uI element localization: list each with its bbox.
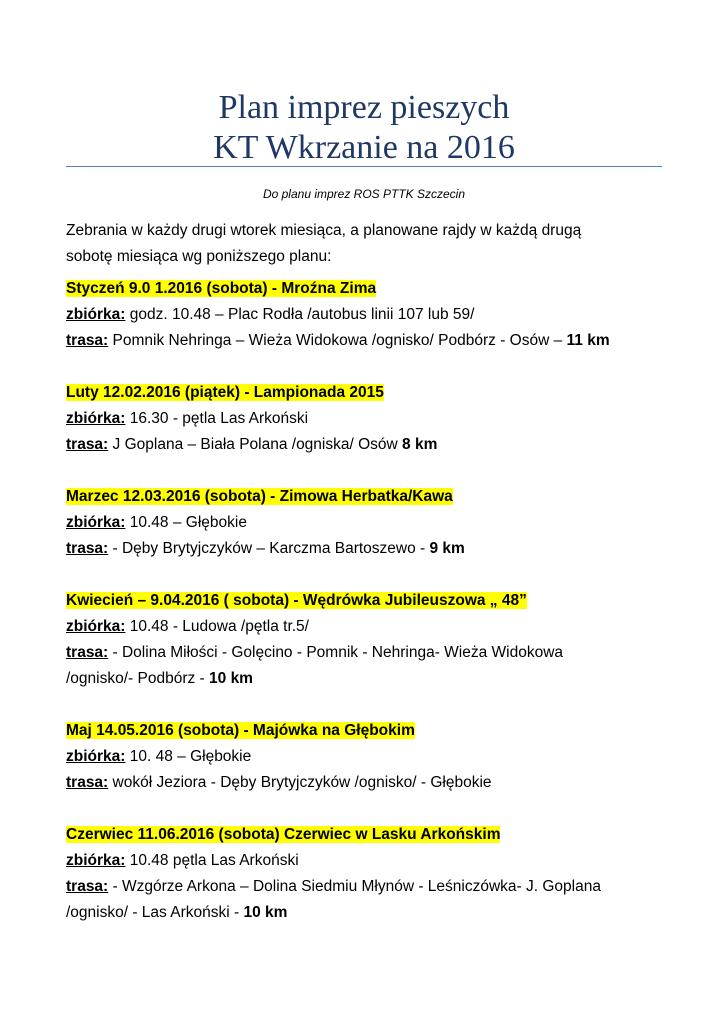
event-heading: Czerwiec 11.06.2016 (sobota) Czerwiec w Lasku Arkońskim <box>66 826 501 843</box>
event-route-line-cont <box>66 666 666 692</box>
route-label: trasa: <box>66 332 109 349</box>
meeting-label: zbiórka: <box>66 410 126 427</box>
event-maj <box>66 718 666 796</box>
title-line-2: KT Wkrzanie na 2016 <box>213 129 515 166</box>
meeting-text: godz. 10.48 – Plac Rodła /autobus linii 107 lub 59/ <box>125 306 475 323</box>
route-text: - Wzgórze Arkona – Dolina Siedmiu Młynów - Leśniczówka- J. Goplana <box>108 878 601 895</box>
event-route-line <box>66 874 666 900</box>
event-route-line <box>66 536 666 562</box>
meeting-label: zbiórka: <box>66 618 126 635</box>
event-meeting-line <box>66 848 666 874</box>
route-distance: 8 km <box>402 436 438 453</box>
meeting-label: zbiórka: <box>66 748 126 765</box>
document-body <box>66 218 666 952</box>
event-route-line <box>66 328 666 354</box>
intro-line-2: sobotę miesiąca wg poniższego planu: <box>66 248 332 265</box>
event-czerwiec <box>66 822 666 926</box>
event-route-line <box>66 640 666 666</box>
route-label: trasa: <box>66 878 109 895</box>
meeting-label: zbiórka: <box>66 514 126 531</box>
route-label: trasa: <box>66 774 109 791</box>
meeting-label: zbiórka: <box>66 852 126 869</box>
event-heading: Kwiecień – 9.04.2016 ( sobota) - Wędrówka Jubileuszowa „ 48” <box>66 592 527 609</box>
meeting-text: 10.48 - Ludowa /pętla tr.5/ <box>125 618 309 635</box>
event-marzec <box>66 484 666 562</box>
event-meeting-line <box>66 614 666 640</box>
route-text: J Goplana – Biała Polana /ogniska/ Osów <box>108 436 403 453</box>
subtitle: Do planu imprez ROS PTTK Szczecin <box>262 187 466 201</box>
event-heading: Marzec 12.03.2016 (sobota) - Zimowa Herbatka/Kawa <box>66 488 453 505</box>
meeting-text: 10. 48 – Głębokie <box>125 748 252 765</box>
meeting-text: 16.30 - pętla Las Arkoński <box>125 410 309 427</box>
event-heading: Luty 12.02.2016 (piątek) - Lampionada 2015 <box>66 384 384 401</box>
route-distance: 10 km <box>243 904 288 921</box>
intro-line-1: Zebrania w każdy drugi wtorek miesiąca, a planowane rajdy w każdą drugą <box>66 222 582 239</box>
title-divider <box>66 166 662 167</box>
meeting-text: 10.48 pętla Las Arkoński <box>125 852 299 869</box>
route-text-cont: /ognisko/ - Las Arkoński - <box>66 904 244 921</box>
route-label: trasa: <box>66 436 109 453</box>
intro-paragraph <box>66 218 666 270</box>
route-distance: 9 km <box>429 540 465 557</box>
route-distance: 11 km <box>566 332 610 349</box>
event-meeting-line <box>66 510 666 536</box>
title-line-1: Plan imprez pieszych <box>218 89 510 126</box>
route-text-cont: /ognisko/- Podbórz - <box>66 670 210 687</box>
route-label: trasa: <box>66 540 109 557</box>
route-text: Pomnik Nehringa – Wieża Widokowa /ognisko/ Podbórz - Osów – <box>108 332 567 349</box>
event-kwiecien <box>66 588 666 692</box>
route-text: - Dęby Brytyjczyków – Karczma Bartoszewo - <box>108 540 430 557</box>
meeting-label: zbiórka: <box>66 306 126 323</box>
event-luty <box>66 380 666 458</box>
event-route-line <box>66 432 666 458</box>
route-text: - Dolina Miłości - Golęcino - Pomnik - Nehringa- Wieża Widokowa <box>108 644 564 661</box>
event-route-line-cont <box>66 900 666 926</box>
route-label: trasa: <box>66 644 109 661</box>
event-styczen <box>66 276 666 354</box>
event-meeting-line <box>66 744 666 770</box>
event-heading: Maj 14.05.2016 (sobota) - Majówka na Głębokim <box>66 722 415 739</box>
meeting-text: 10.48 – Głębokie <box>125 514 247 531</box>
document-title <box>66 88 662 168</box>
route-text: wokół Jeziora - Dęby Brytyjczyków /ognisko/ - Głębokie <box>108 774 492 791</box>
route-distance: 10 km <box>209 670 253 687</box>
event-meeting-line <box>66 302 666 328</box>
event-heading: Styczeń 9.0 1.2016 (sobota) - Mroźna Zima <box>66 280 377 297</box>
event-meeting-line <box>66 406 666 432</box>
event-route-line <box>66 770 666 796</box>
